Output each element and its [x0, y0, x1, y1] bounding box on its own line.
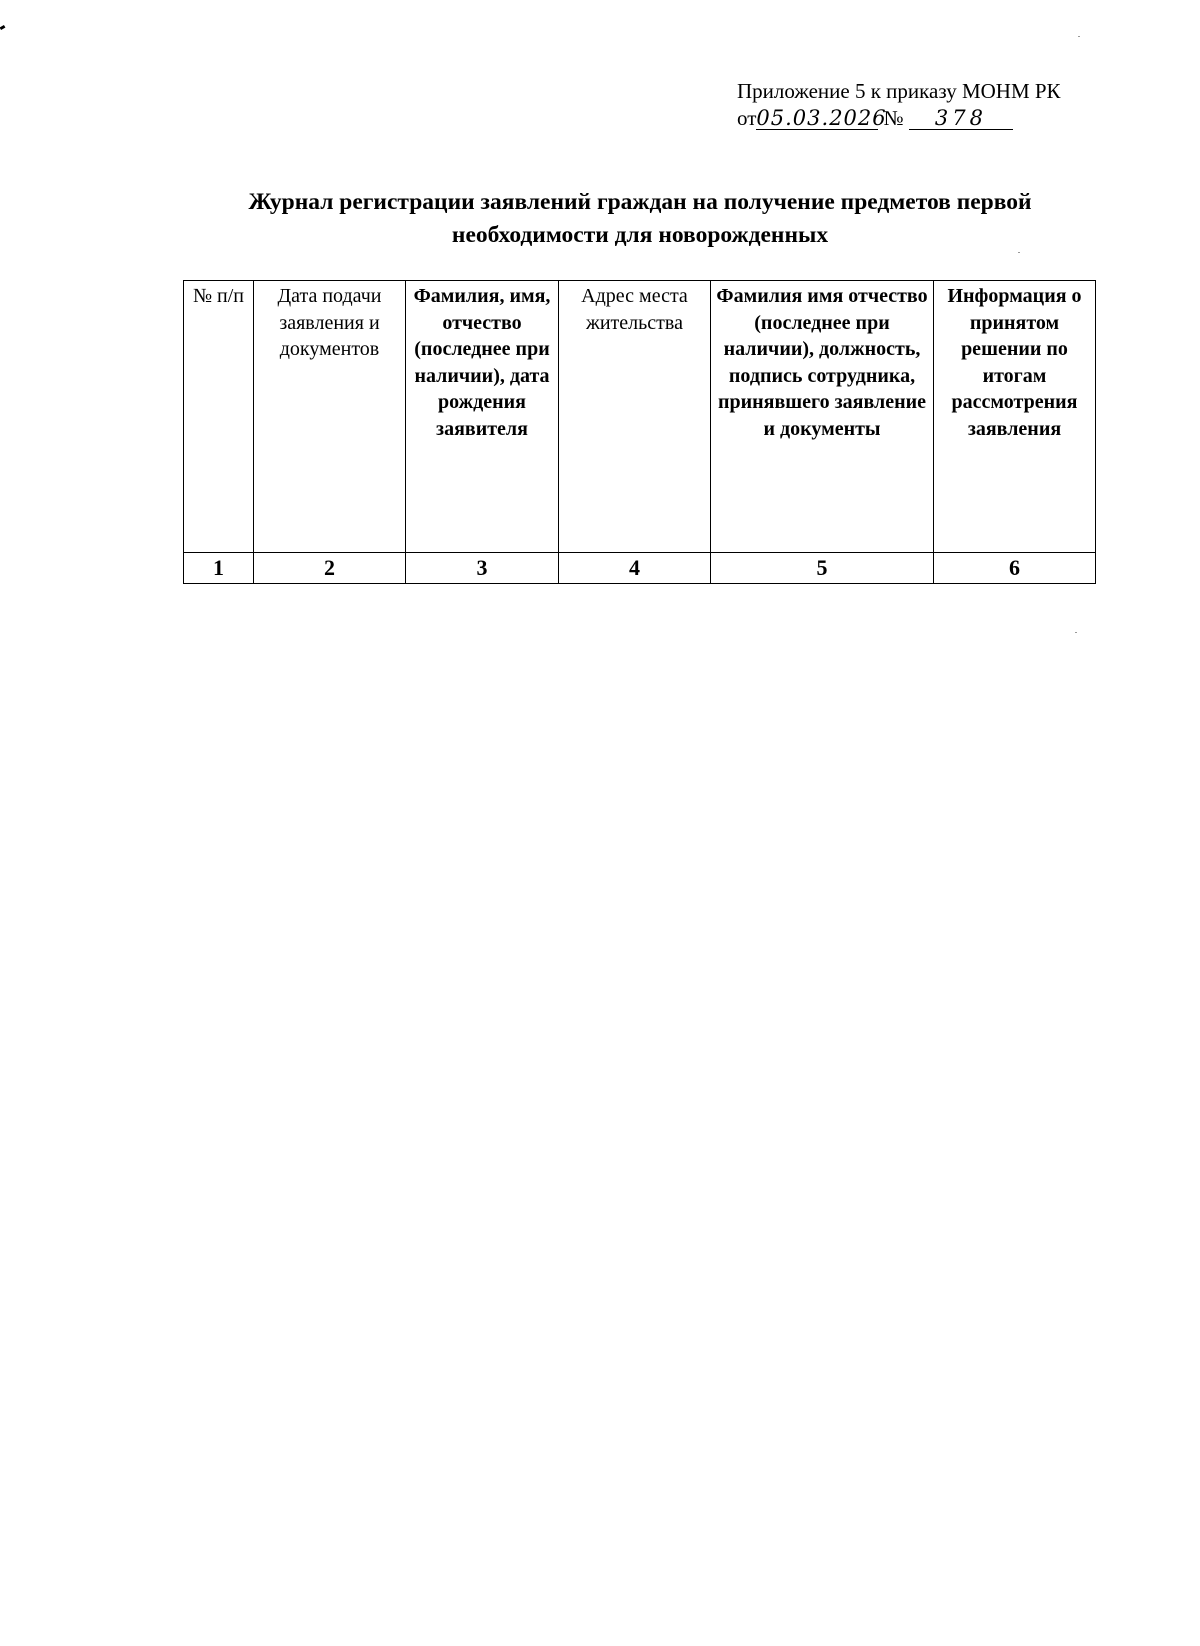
order-number: 378 [909, 107, 1013, 130]
column-number-cell: 5 [711, 553, 934, 584]
column-number-cell: 3 [406, 553, 559, 584]
column-number-cell: 4 [559, 553, 711, 584]
table-header-row [184, 281, 1096, 553]
scan-speck [1075, 632, 1077, 633]
registration-journal-table [183, 280, 1096, 584]
header-cell-decision: Информация о принятом решении по итогам рассмотрения заявления [934, 281, 1096, 553]
header-cell-submission-date: Дата подачи заявления и документов [254, 281, 406, 553]
column-number-row [184, 553, 1096, 584]
order-reference [737, 104, 1013, 132]
header-cell-address: Адрес места жительства [559, 281, 711, 553]
scan-speck [1018, 252, 1020, 253]
date-prefix: от [737, 106, 757, 130]
column-number-cell: 1 [184, 553, 254, 584]
column-number-cell: 2 [254, 553, 406, 584]
header-cell-applicant-name: Фамилия, имя, отчество (последнее при наличии), дата рождения заявителя [406, 281, 559, 553]
header-cell-employee: Фамилия имя отчество (последнее при наличии), должность, подпись сотрудника, принявшего заявление и документы [711, 281, 934, 553]
order-date: 05.03.2026 [756, 106, 887, 130]
scan-speck [1078, 36, 1080, 37]
number-label: № [883, 106, 904, 130]
header-cell-row-number: № п/п [184, 281, 254, 553]
appendix-reference: Приложение 5 к приказу МОНМ РК [737, 79, 1061, 103]
scan-artifact [0, 25, 5, 30]
column-number-cell: 6 [934, 553, 1096, 584]
document-title: Журнал регистрации заявлений граждан на получение предметов первой необходимости для новорожденных [248, 189, 1032, 248]
